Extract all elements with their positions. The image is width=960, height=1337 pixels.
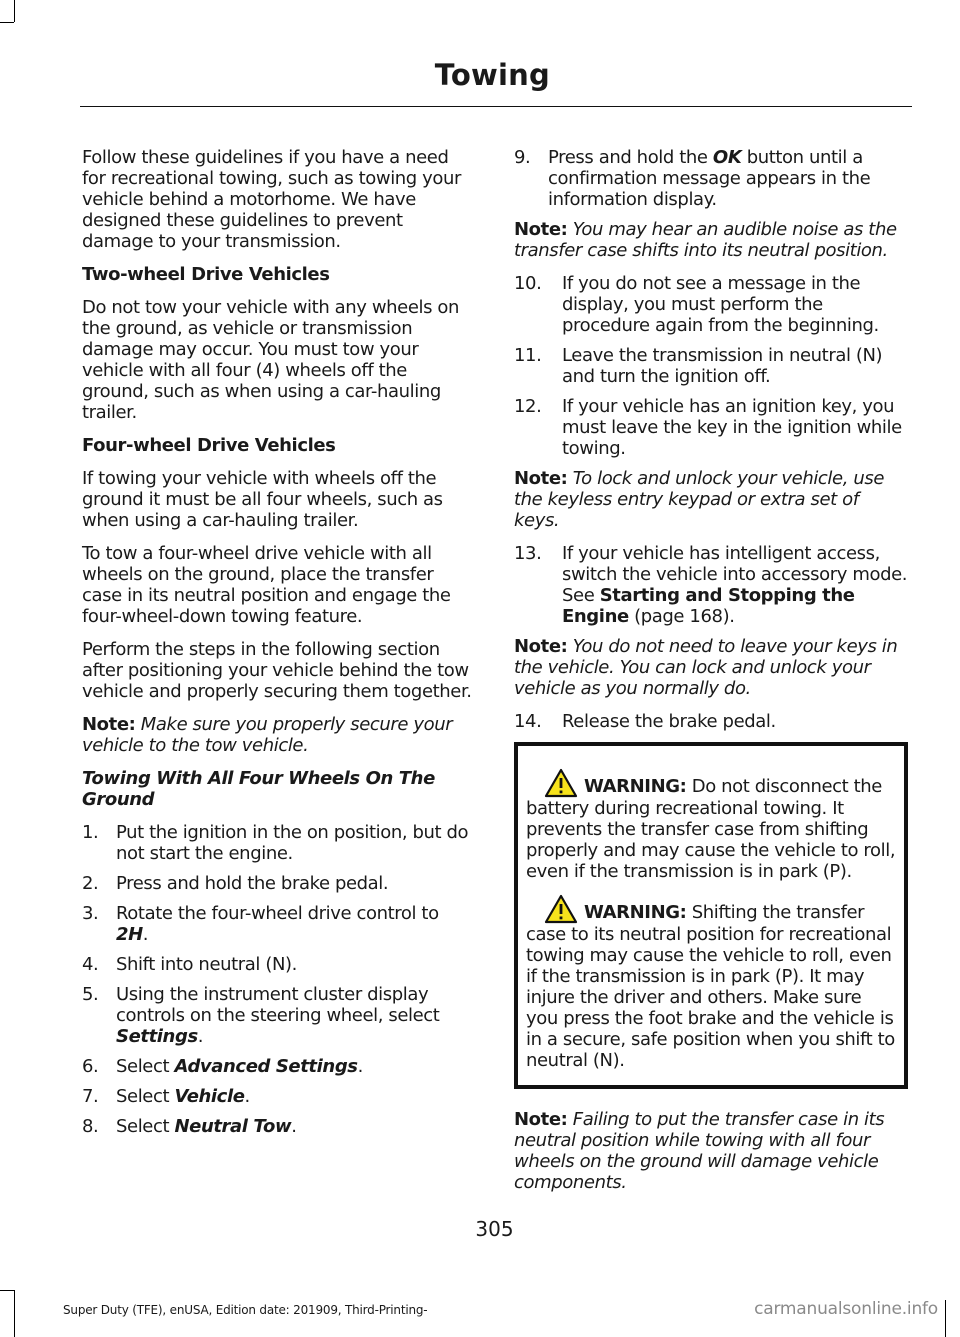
list-item: [514, 543, 908, 627]
crop-mark: [14, 1290, 15, 1337]
step-text: If your vehicle has an ignition key, you must leave the key in the ignition while towing.: [562, 396, 902, 459]
right-column: [514, 147, 908, 1205]
note-transfer-case: [514, 1109, 908, 1193]
step-number: 12.: [514, 396, 542, 417]
step-text-main: Select: [116, 1116, 170, 1137]
step-text: [116, 1056, 475, 1077]
list-item: [514, 345, 908, 387]
note-lock-unlock: [514, 468, 908, 531]
list-item: [82, 984, 475, 1047]
step-number: 8.: [82, 1116, 99, 1137]
step-punct: .: [197, 1026, 204, 1047]
note-label: Note:: [514, 636, 568, 657]
step-punct: .: [142, 924, 149, 945]
page-reference: (page 168).: [634, 606, 735, 627]
note-label: Note:: [514, 219, 568, 240]
step-number: 2.: [82, 873, 99, 894]
list-item: [82, 822, 475, 864]
step-text: If you do not see a message in the display, you must perform the procedure again from the beginning.: [562, 273, 879, 336]
warning-item: [526, 768, 896, 882]
cross-reference-link[interactable]: Starting and Stopping the Engine: [562, 585, 855, 627]
list-item: [514, 396, 908, 459]
step-text-main: Rotate the four-wheel drive control to: [116, 903, 439, 924]
step-text: [548, 147, 908, 210]
step-text-main: If your vehicle has intelligent access, switch the vehicle into accessory mode. See: [562, 543, 908, 606]
note-audible-noise: [514, 219, 908, 261]
note-label: Note:: [82, 714, 136, 735]
step-punct: .: [291, 1116, 297, 1137]
step-text-main: Select: [116, 1056, 170, 1077]
towing-subheading: Towing With All Four Wheels On The Ground: [82, 768, 435, 810]
step-punct: .: [244, 1086, 250, 1107]
step-number: 1.: [82, 822, 99, 843]
warning-item: [526, 894, 896, 1071]
four-wheel-heading: Four-wheel Drive Vehicles: [82, 435, 336, 456]
step-text: [116, 1086, 475, 1107]
step-text-main: Select: [116, 1086, 170, 1107]
warning-text: Do not disconnect the battery during recreational towing. It prevents the transfer case from shifting properly and may cause the vehicle to roll, even if the transmission is in park (P).: [526, 776, 896, 882]
page-title: Towing: [434, 58, 550, 92]
list-item: [514, 273, 908, 336]
note-text: You do not need to leave your keys in the vehicle. You can lock and unlock your vehicle as you normally do.: [514, 636, 898, 699]
warning-triangle-icon: [544, 894, 578, 924]
crop-mark: [945, 1300, 946, 1337]
header-rule: [80, 106, 912, 107]
step-emphasis: Advanced Settings: [174, 1056, 358, 1077]
step-text-main: Put the ignition in the on position, but do not start the engine.: [116, 822, 469, 864]
crop-mark: [0, 1290, 14, 1291]
step-number: 11.: [514, 345, 542, 366]
warning-label: WARNING:: [584, 902, 687, 923]
four-wheel-paragraph-3: Perform the steps in the following section after positioning your vehicle behind the tow vehicle and properly securing them together.: [82, 639, 472, 702]
list-item: [82, 1086, 475, 1107]
step-number: 4.: [82, 954, 99, 975]
step-text-main: Shift into neutral (N).: [116, 954, 297, 975]
warning-triangle-icon: [544, 768, 578, 798]
page-number: 305: [475, 1217, 514, 1241]
step-text-main: Press and hold the: [548, 147, 708, 168]
note-text: Failing to put the transfer case in its neutral position while towing with all four wheels on the ground will damage vehicle components.: [514, 1109, 885, 1193]
list-item: [82, 1056, 475, 1077]
crop-mark: [14, 0, 15, 22]
two-wheel-heading: Two-wheel Drive Vehicles: [82, 264, 330, 285]
step-text-main: Using the instrument cluster display controls on the steering wheel, select: [116, 984, 440, 1026]
note-secure-vehicle: [82, 714, 475, 756]
step-number: 3.: [82, 903, 99, 924]
list-item: [514, 147, 908, 210]
note-label: Note:: [514, 1109, 568, 1130]
step-text: [116, 873, 475, 894]
step-text: [116, 1116, 475, 1137]
list-item: [514, 711, 908, 732]
warning-label: WARNING:: [584, 776, 687, 797]
step-text: Leave the transmission in neutral (N) and turn the ignition off.: [562, 345, 883, 387]
note-text: Make sure you properly secure your vehicle to the tow vehicle.: [82, 714, 453, 756]
list-item: [82, 1116, 475, 1137]
step-number: 13.: [514, 543, 542, 564]
list-item: [82, 954, 475, 975]
crop-mark: [0, 22, 14, 23]
step-number: 9.: [514, 147, 531, 168]
step-punct: .: [357, 1056, 363, 1077]
watermark: carmanualsonline.info: [754, 1299, 938, 1319]
four-wheel-paragraph-1: If towing your vehicle with wheels off the ground it must be all four wheels, such as when using a car-hauling trailer.: [82, 468, 443, 531]
note-label: Note:: [514, 468, 568, 489]
step-text: [116, 822, 475, 864]
step-emphasis: Settings: [116, 1026, 198, 1047]
step-text: [116, 954, 475, 975]
step-emphasis: Neutral Tow: [174, 1116, 292, 1137]
step-number: 5.: [82, 984, 99, 1005]
step-text: [116, 903, 475, 945]
list-item: [82, 903, 475, 945]
note-text: You may hear an audible noise as the transfer case shifts into its neutral position.: [514, 219, 897, 261]
note-text: To lock and unlock your vehicle, use the keyless entry keypad or extra set of keys.: [514, 468, 885, 531]
step-number: 7.: [82, 1086, 99, 1107]
warning-text: Shifting the transfer case to its neutral position for recreational towing may cause the vehicle to roll, even if the transmission is in park (P). It may injure the driver and others. Make sure you press the foot brake and the vehicle is in a secure, safe position when you shift to neutral (N).: [526, 902, 895, 1071]
step-text: [562, 543, 908, 627]
step-text: [116, 984, 475, 1047]
step-emphasis: OK: [712, 147, 742, 168]
step-number: 14.: [514, 711, 542, 732]
intro-paragraph: Follow these guidelines if you have a need for recreational towing, such as towing your vehicle behind a motorhome. We have designed these guidelines to prevent damage to your transmission.: [82, 147, 462, 252]
two-wheel-paragraph: Do not tow your vehicle with any wheels on the ground, as vehicle or transmission damage may occur. You must tow your vehicle with all four (4) wheels off the ground, such as when using a car-hauling trailer.: [82, 297, 460, 423]
list-item: [82, 873, 475, 894]
footer-edition: Super Duty (TFE), enUSA, Edition date: 201909, Third-Printing-: [63, 1303, 428, 1317]
step-number: 6.: [82, 1056, 99, 1077]
step-number: 10.: [514, 273, 542, 294]
note-keys: [514, 636, 908, 699]
left-column: [82, 147, 475, 1146]
step-text-after: button until a confirmation message appears in the information display.: [548, 147, 871, 210]
four-wheel-paragraph-2: To tow a four-wheel drive vehicle with all wheels on the ground, place the transfer case in its neutral position and engage the four-wheel-down towing feature.: [82, 543, 451, 627]
step-emphasis: Vehicle: [174, 1086, 245, 1107]
step-text: Release the brake pedal.: [562, 711, 776, 732]
step-emphasis: 2H: [116, 924, 143, 945]
step-text-main: Press and hold the brake pedal.: [116, 873, 389, 894]
warning-box: [514, 742, 908, 1089]
